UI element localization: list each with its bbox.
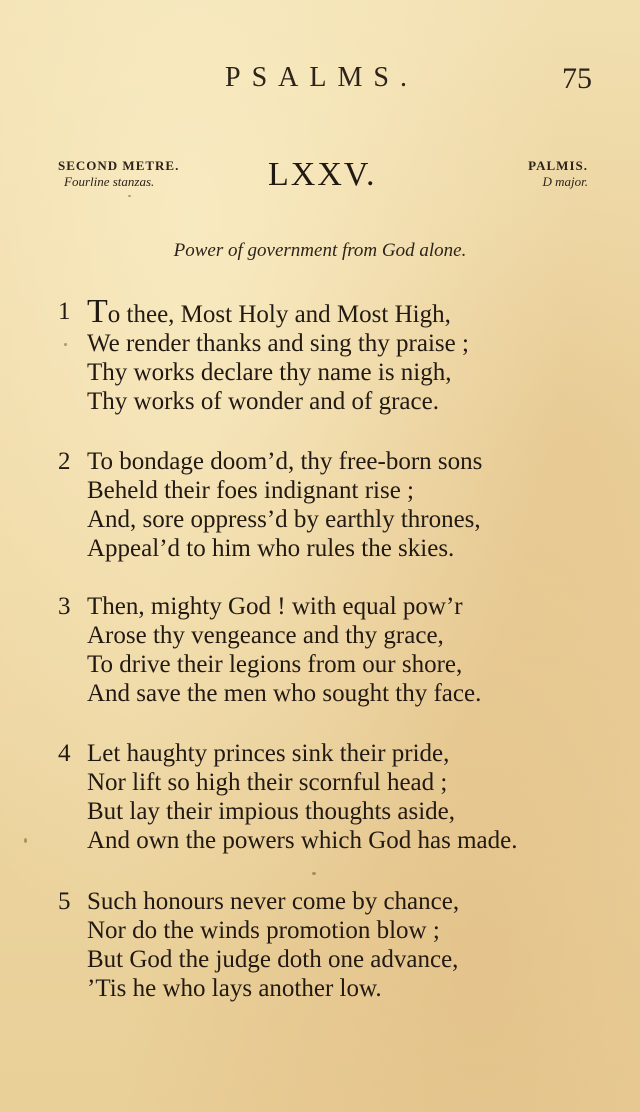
stanza-line: To drive their legions from our shore,: [87, 651, 463, 678]
first-line-text: o thee, Most Holy and Most High,: [107, 301, 451, 328]
running-title: PSALMS.: [225, 62, 418, 93]
stanza-number: 2: [58, 448, 71, 475]
stanza-number: 1: [58, 298, 71, 325]
stanza-line: Thy works declare thy name is nigh,: [87, 359, 452, 386]
paper-speck: [312, 872, 316, 875]
stanza-number: 5: [58, 888, 71, 915]
stanza-5: [58, 887, 618, 1003]
stanza-line: ’Tis he who lays another low.: [87, 975, 382, 1002]
stanza-1: [58, 293, 618, 416]
paper-speck: [24, 838, 27, 843]
stanza-line: We render thanks and sing thy praise ;: [87, 330, 469, 357]
stanza-line: Thy works of wonder and of grace.: [87, 388, 439, 415]
stanza-line: And save the men who sought thy face.: [87, 680, 482, 707]
stanza-line: But lay their impious thoughts aside,: [87, 798, 456, 825]
stanza-line: But God the judge doth one advance,: [87, 946, 459, 973]
page-number: 75: [562, 62, 592, 95]
stanza-line: Then, mighty God ! with equal pow’r: [87, 593, 463, 620]
stanza-number: 4: [58, 740, 71, 767]
stanza-line: Let haughty princes sink their pride,: [87, 740, 450, 767]
stanza-number: 3: [58, 593, 71, 620]
stanza-line: To bondage doom’d, thy free-born sons: [87, 448, 483, 475]
metre-label: SECOND METRE.: [58, 158, 180, 173]
paper-speck: [64, 343, 67, 346]
paper-speck: [128, 195, 131, 197]
stanza-3: [58, 592, 618, 708]
stanza-line: Beheld their foes indignant rise ;: [87, 477, 415, 504]
stanza-line: Arose thy vengeance and thy grace,: [87, 622, 444, 649]
stanza-line: Such honours never come by chance,: [87, 888, 460, 915]
tune-info: [528, 158, 588, 190]
tune-key: D major.: [542, 174, 588, 189]
page-header: [0, 62, 640, 102]
tune-name: PALMIS.: [528, 158, 588, 173]
stanza-line: And, sore oppress’d by earthly thrones,: [87, 506, 481, 533]
stanza-line: [58, 293, 618, 330]
metre-info: [58, 158, 179, 190]
stanza-line: And own the powers which God has made.: [87, 827, 518, 854]
drop-initial: T: [87, 293, 108, 330]
stanza-line: Nor do the winds promotion blow ;: [87, 917, 440, 944]
stanza-line: Nor lift so high their scornful head ;: [87, 769, 448, 796]
psalm-argument: Power of government from God alone.: [173, 240, 467, 261]
stanza-2: [58, 447, 618, 563]
stanza-form-label: Fourline stanzas.: [64, 174, 155, 189]
psalm-number: LXXV.: [268, 156, 377, 193]
stanza-4: [58, 739, 618, 855]
stanza-line: Appeal’d to him who rules the skies.: [87, 535, 455, 562]
